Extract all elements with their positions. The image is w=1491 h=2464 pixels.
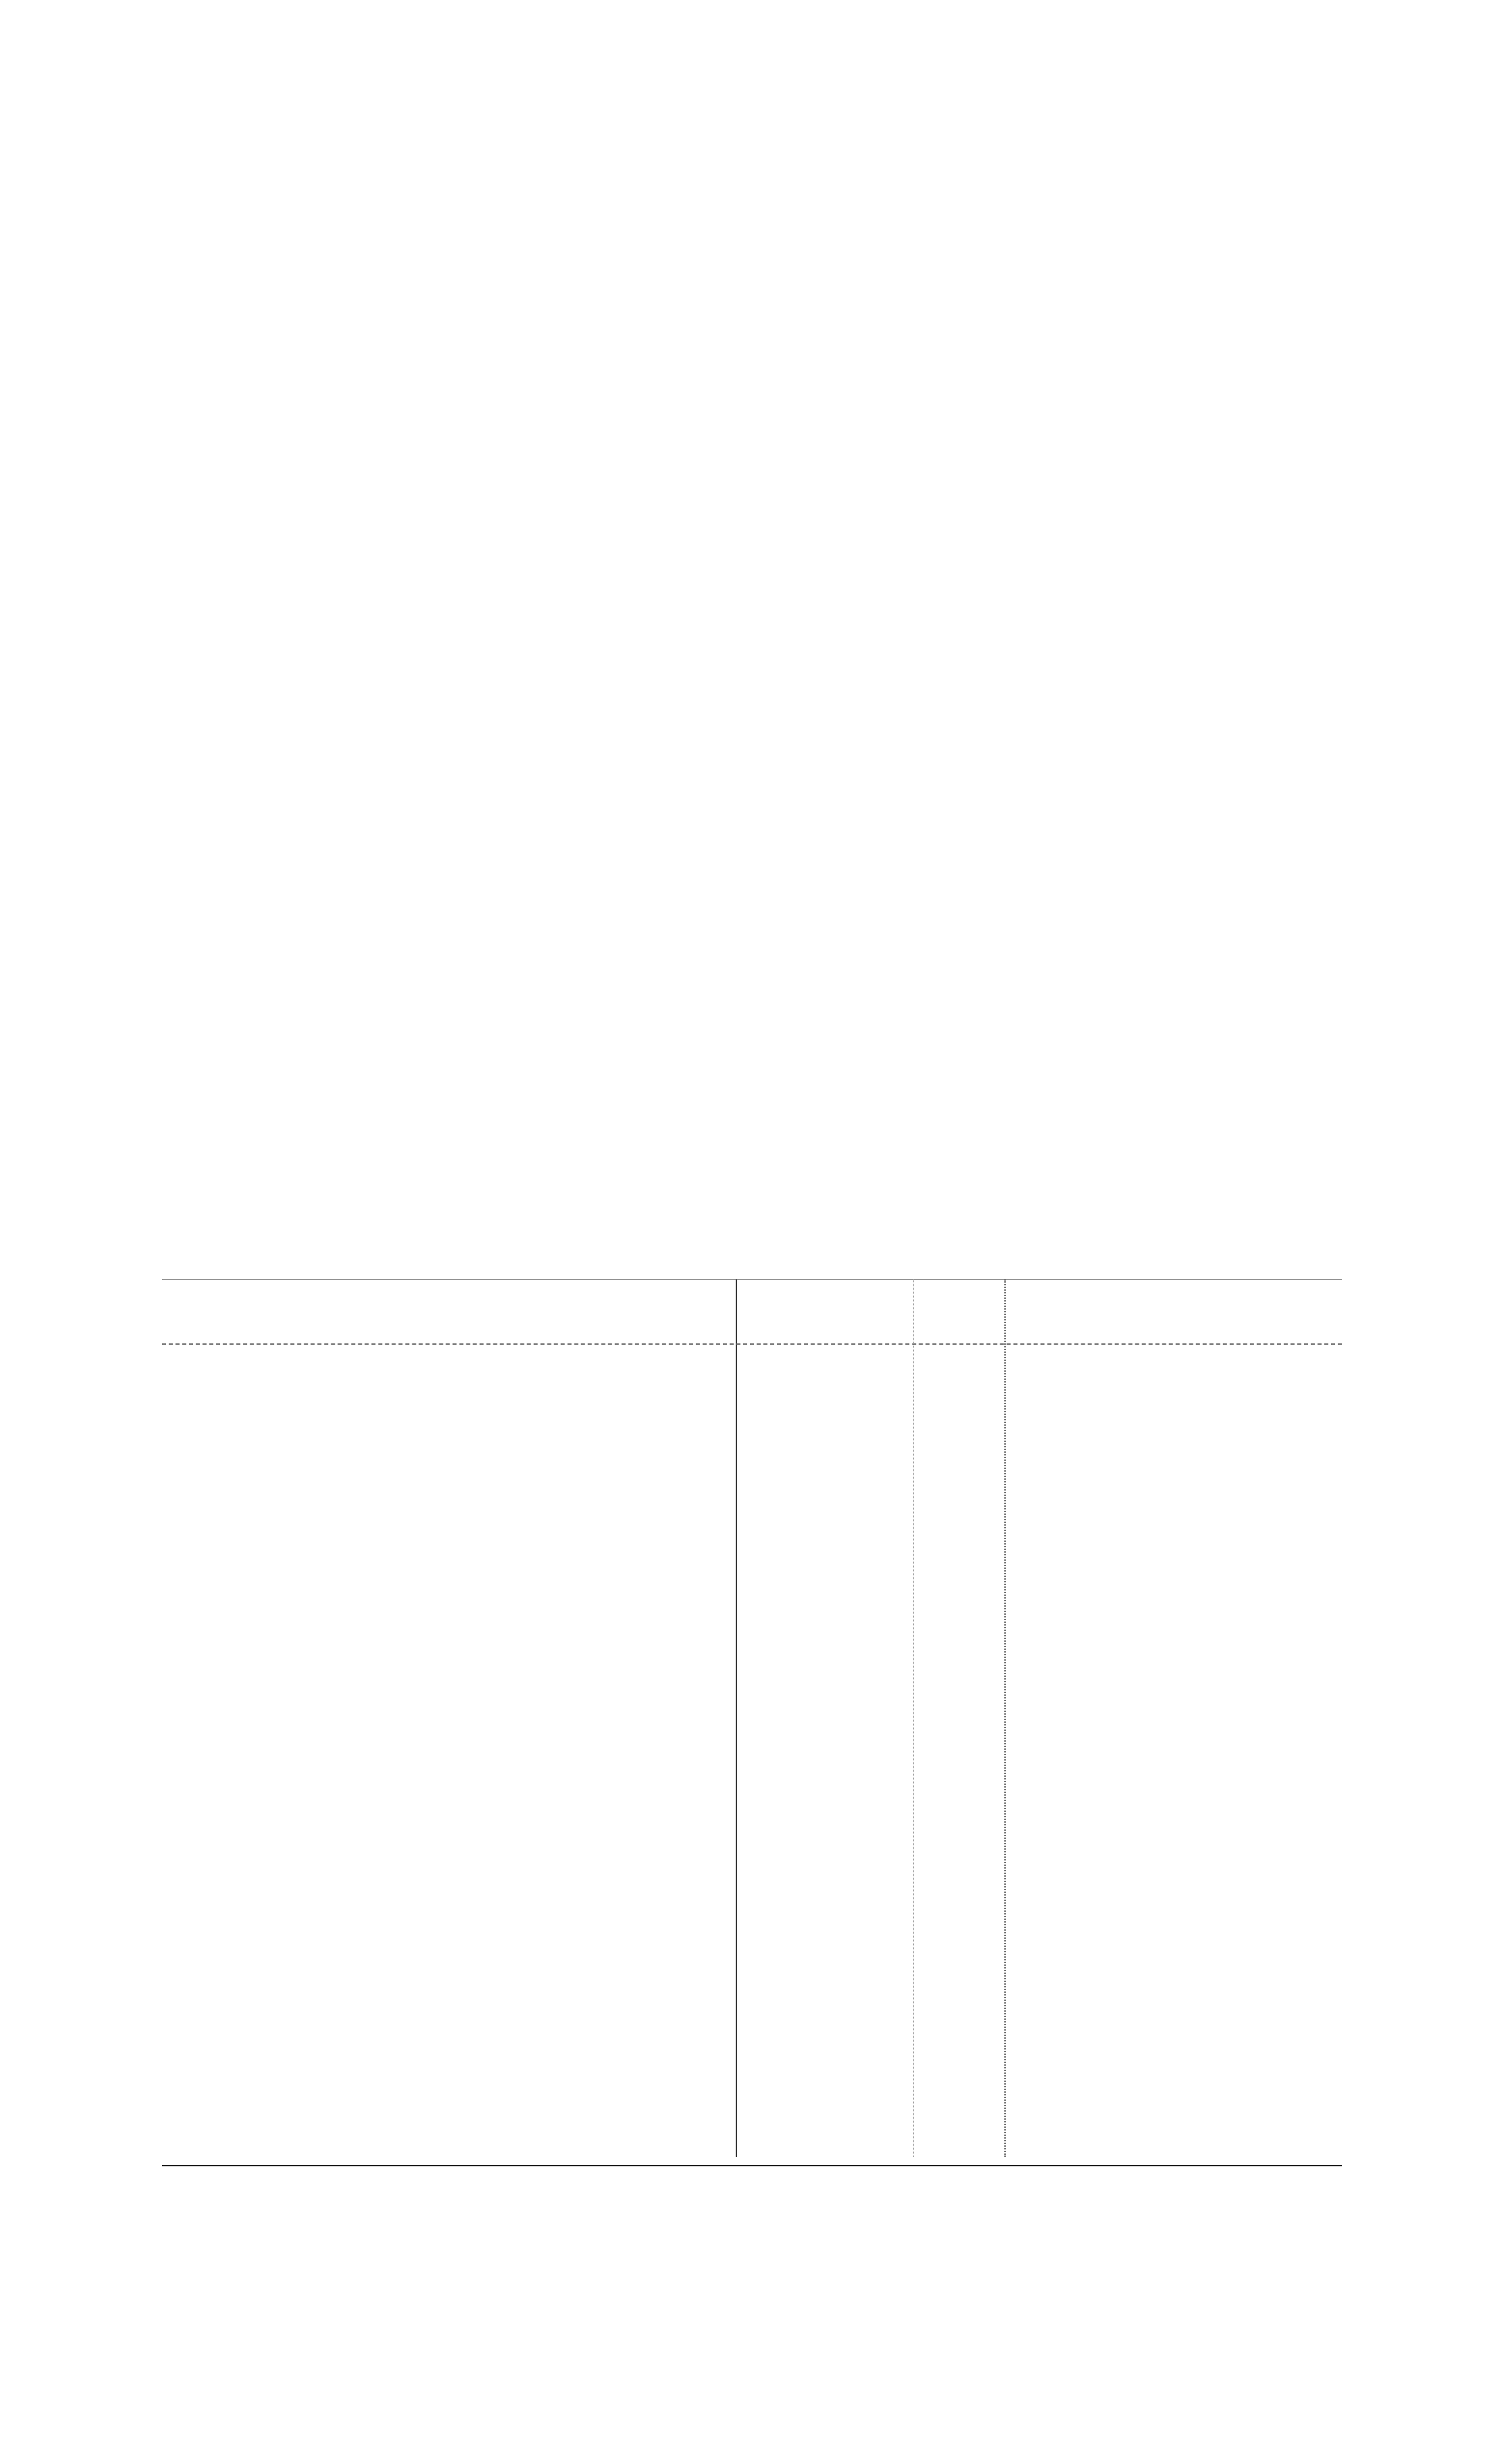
column-rule xyxy=(1004,1279,1006,2157)
column-header-salary xyxy=(913,1279,1004,1332)
column-header-occupation xyxy=(1004,1279,1342,1332)
column-header-date-resigned xyxy=(736,1279,913,1332)
postal-officers-table xyxy=(162,1279,1342,2166)
table-header-rule xyxy=(162,1343,1342,1345)
column-rule xyxy=(913,1279,914,2157)
column-rule xyxy=(736,1279,737,2157)
table-bottom-rule xyxy=(162,2165,1342,2166)
column-header-name xyxy=(162,1279,736,1332)
